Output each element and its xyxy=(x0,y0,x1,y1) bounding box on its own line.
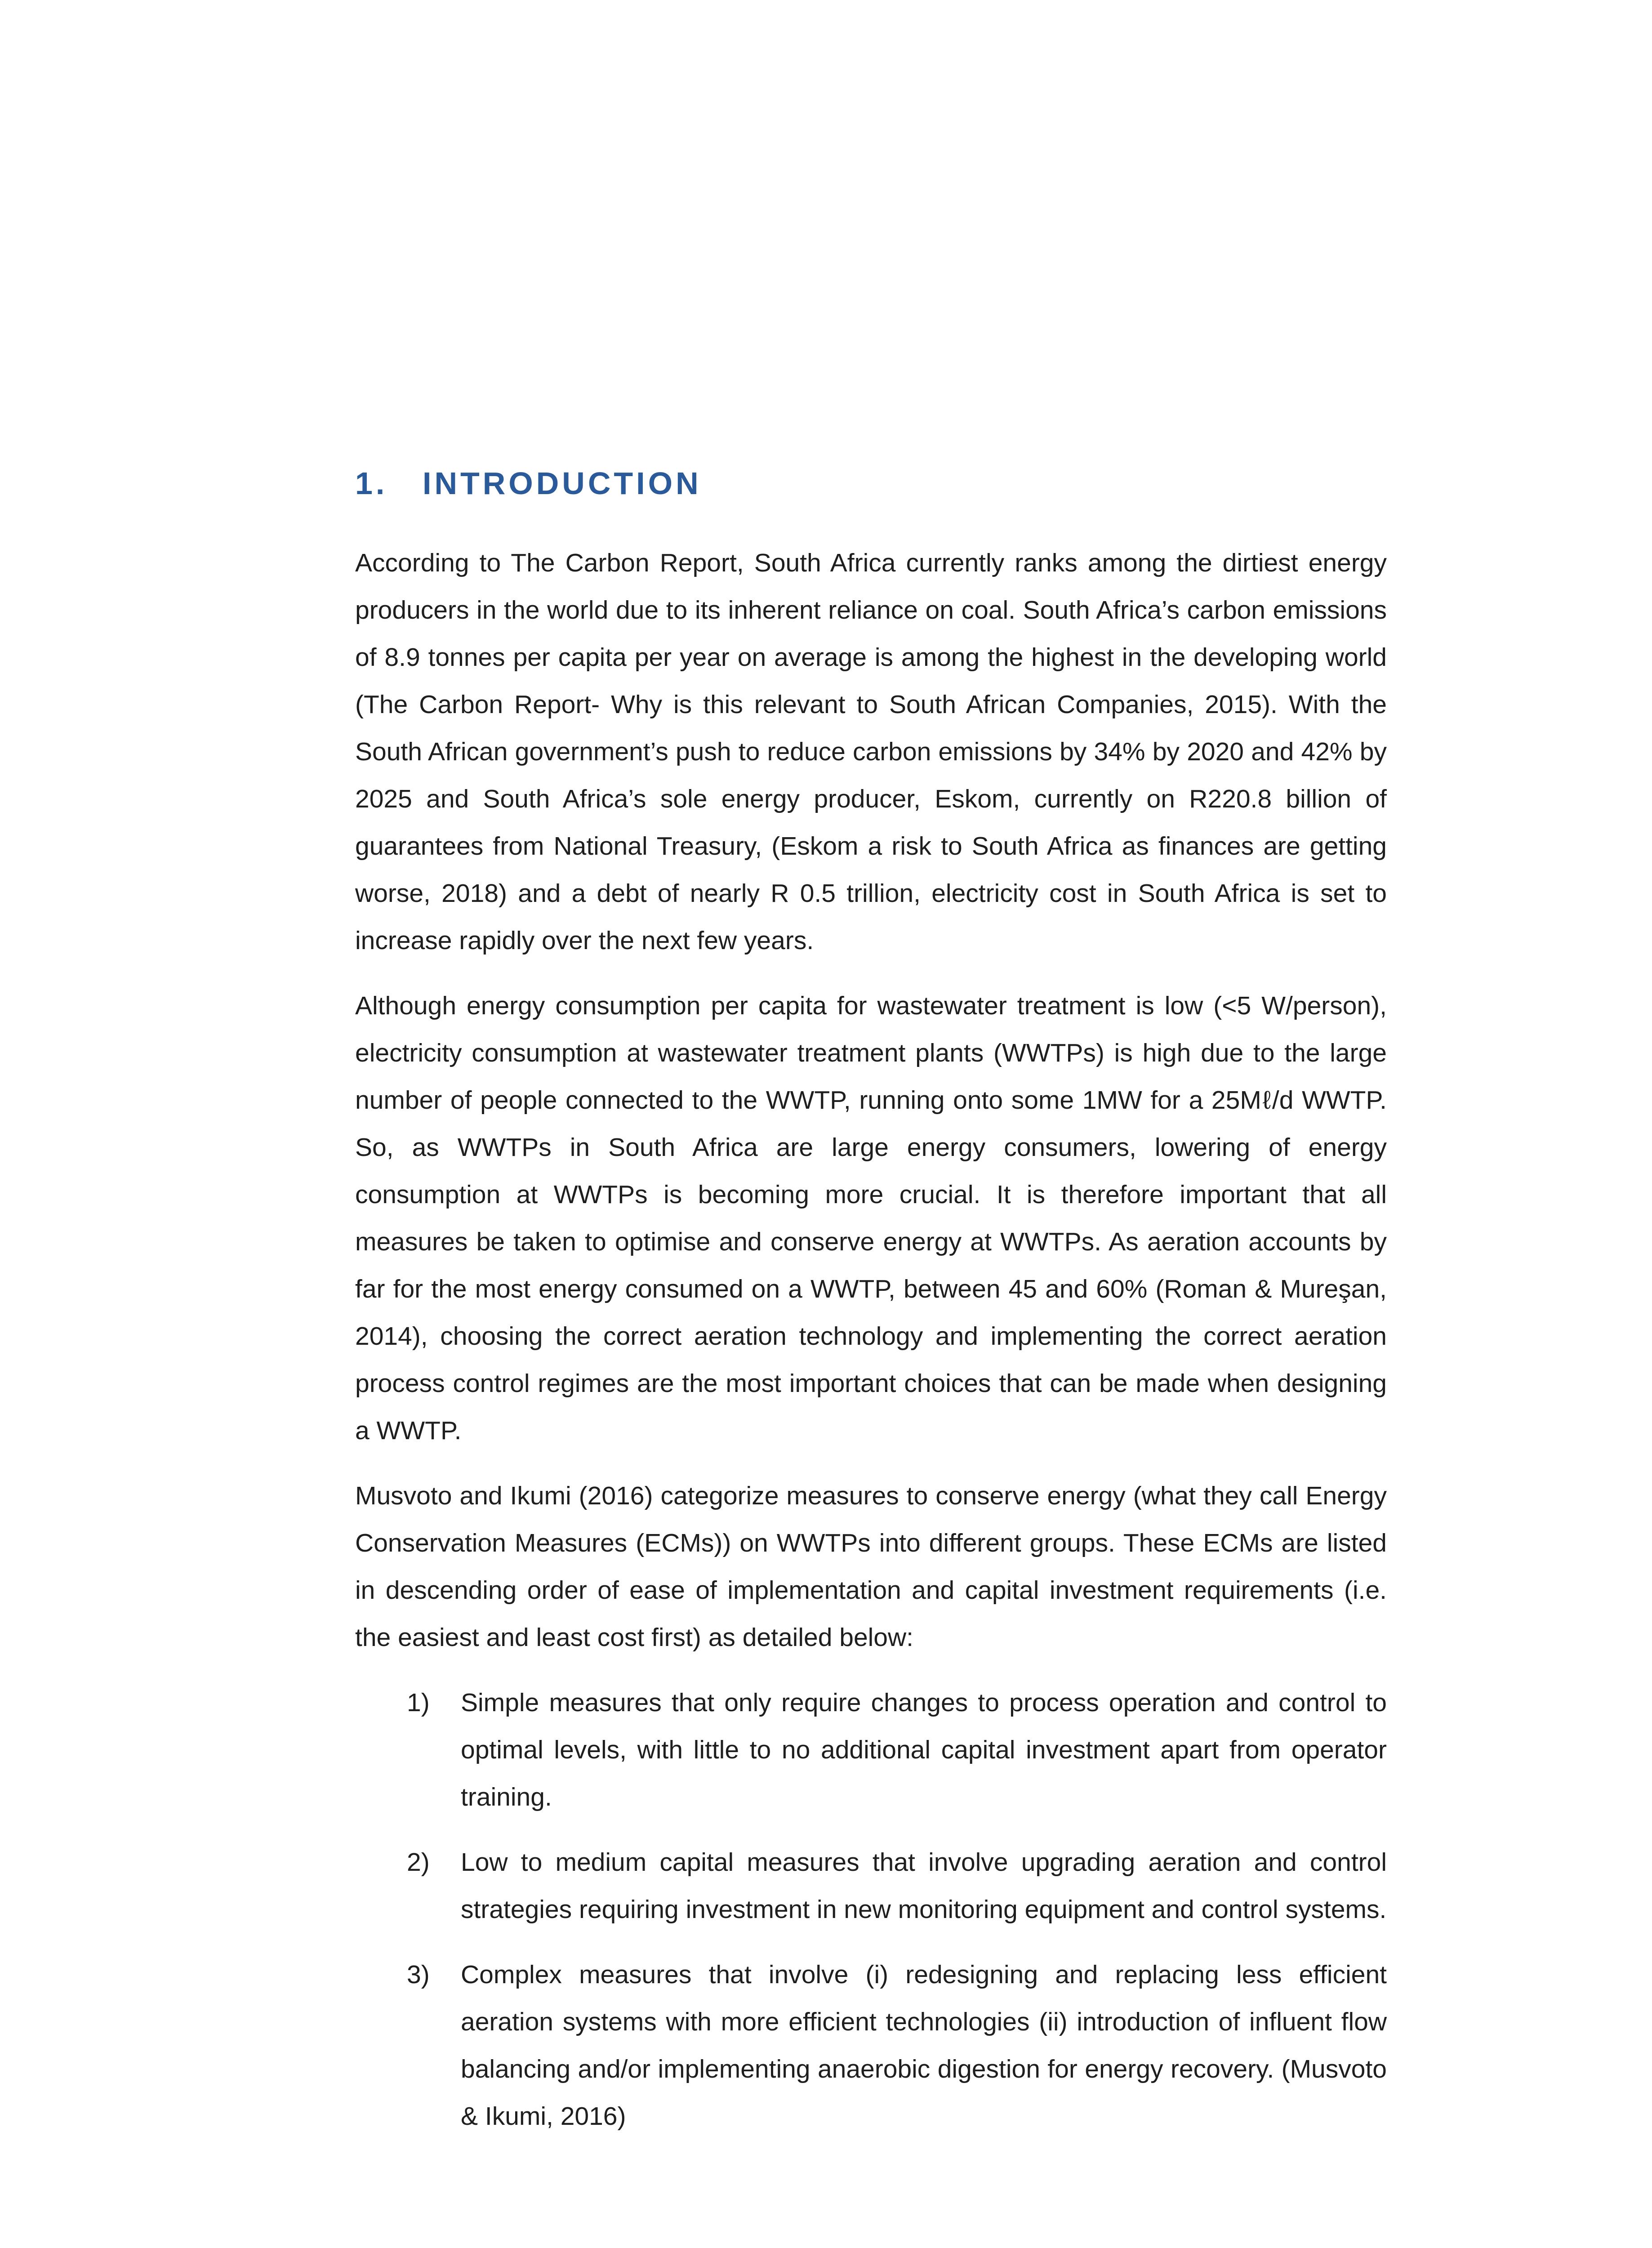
list-item xyxy=(355,1679,1387,1821)
section-number: 1. xyxy=(355,466,388,501)
list-marker: 3) xyxy=(407,1960,430,1989)
numbered-list xyxy=(355,1679,1387,2140)
body-text xyxy=(355,540,1387,2158)
section-title: INTRODUCTION xyxy=(423,466,702,501)
paragraph: Musvoto and Ikumi (2016) categorize measures to conserve energy (what they call Energy Conservation Measures (ECMs)) on WWTPs into different groups. These ECMs are listed in descending order of ease of implementation and capital investment requirements (i.e. the easiest and least cost first) as detailed below: xyxy=(355,1481,1387,1652)
list-item-text: Low to medium capital measures that involve upgrading aeration and control strategies requiring investment in new monitoring equipment and control systems. xyxy=(461,1848,1387,1924)
paragraph: According to The Carbon Report, South Africa currently ranks among the dirtiest energy producers in the world due to its inherent reliance on coal. South Africa’s carbon emissions of 8.9 tonnes per capita per year on average is among the highest in the developing world (The Carbon Report- Why is this relevant to South African Companies, 2015). With the South African government’s push to reduce carbon emissions by 34% by 2020 and 42% by 2025 and South Africa’s sole energy producer, Eskom, currently on R220.8 billion of guarantees from National Treasury, (Eskom a risk to South Africa as finances are getting worse, 2018) and a debt of nearly R 0.5 trillion, electricity cost in South Africa is set to increase rapidly over the next few years. xyxy=(355,549,1387,955)
paragraph: Although energy consumption per capita for wastewater treatment is low (<5 W/person), electricity consumption at wastewater treatment plants (WWTPs) is high due to the large number of people connected to the WWTP, running onto some 1MW for a 25Mℓ/d WWTP. So, as WWTPs in South Africa are large energy consumers, lowering of energy consumption at WWTPs is becoming more crucial. It is therefore important that all measures be taken to optimise and conserve energy at WWTPs. As aeration accounts by far for the most energy consumed on a WWTP, between 45 and 60% (Roman & Mureşan, 2014), choosing the correct aeration technology and implementing the correct aeration process control regimes are the most important choices that can be made when designing a WWTP. xyxy=(355,991,1387,1445)
list-item-text: Simple measures that only require changes to process operation and control to optimal levels, with little to no additional capital investment apart from operator training. xyxy=(461,1688,1387,1811)
list-item xyxy=(355,1839,1387,1933)
list-item xyxy=(355,1951,1387,2140)
list-item-text: Complex measures that involve (i) redesigning and replacing less efficient aeration systems with more efficient technologies (ii) introduction of influent flow balancing and/or implementing anaerobic digestion for energy recovery. (Musvoto & Ikumi, 2016) xyxy=(461,1960,1387,2131)
list-marker: 1) xyxy=(407,1688,430,1717)
section-heading xyxy=(355,465,702,501)
list-marker: 2) xyxy=(407,1848,430,1877)
